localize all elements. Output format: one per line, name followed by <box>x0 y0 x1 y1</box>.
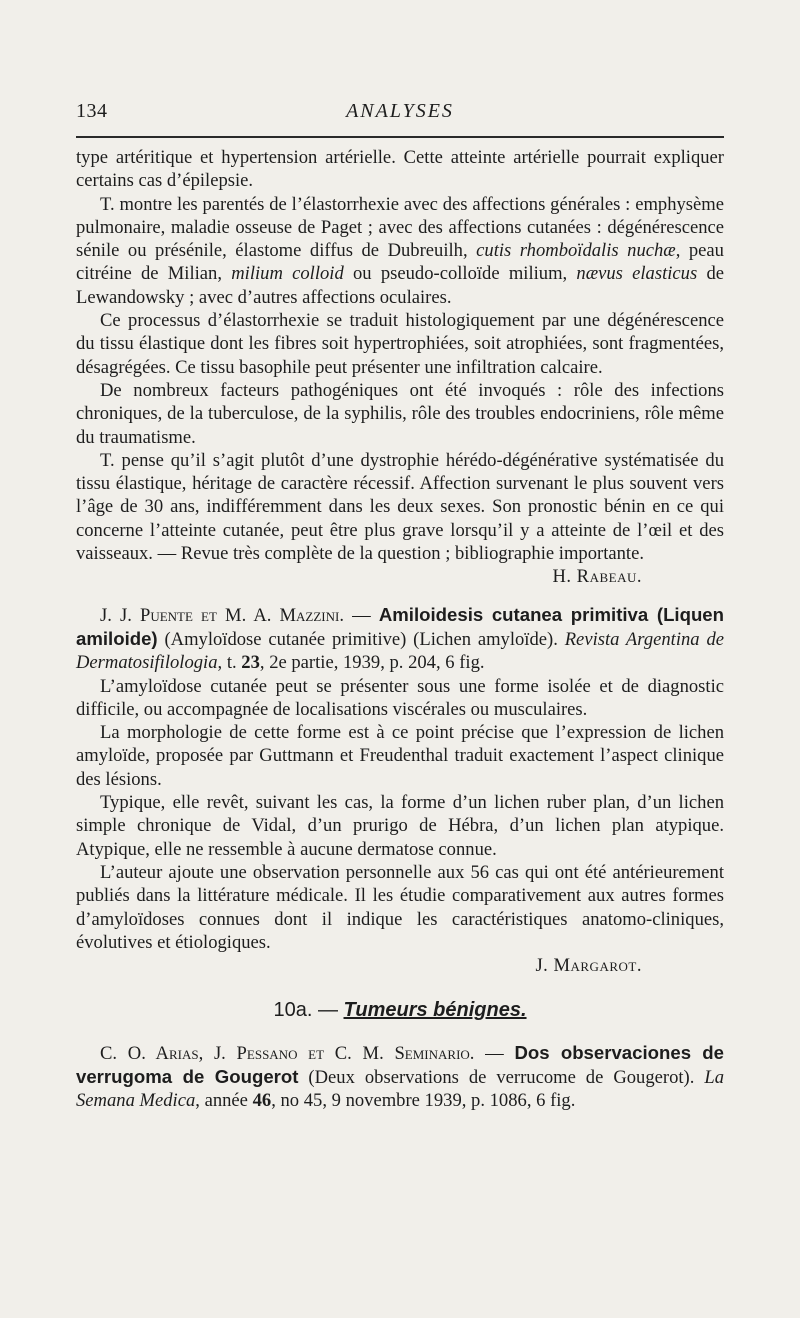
text-run: , peau citréine de Milian, <box>76 240 724 285</box>
reference-translation: (Amyloïdose cutanée primitive) (Lichen amyloïde). <box>157 628 565 650</box>
reference-translation: (Deux observations de verrucome de Gougerot). <box>298 1066 705 1088</box>
text-run: — <box>474 1042 515 1064</box>
signature: H. Rabeau. <box>552 566 642 588</box>
section-heading <box>76 999 724 1022</box>
reference-journal: La Semana Medica <box>76 1066 725 1112</box>
text-run: T. montre les parentés de l’élastorrhexie avec des affections générales : emphysème pulmonaire, maladie osseuse de Paget ; avec des affections cutanées : dégénérescence sénile ou présénile, élastome diffus de Dubreuilh, <box>76 193 724 262</box>
running-title: ANALYSES <box>346 100 454 122</box>
reference-details: , 2e partie, 1939, p. 204, 6 fig. <box>259 652 485 674</box>
reference-entry <box>76 1041 724 1113</box>
reference-journal: Revista Argentina de Dermatosifilologia <box>76 628 724 674</box>
reference-details: , no 45, 9 novembre 1939, p. 1086, 6 fig. <box>271 1090 576 1112</box>
section-number: 10a. <box>273 999 313 1022</box>
italic-term: milium colloid <box>231 263 344 285</box>
text-run: , année <box>195 1090 253 1112</box>
reference-title: Dos observaciones de verrugoma de Gougerot <box>76 1041 724 1087</box>
section-title: Tumeurs bénignes. <box>343 999 527 1022</box>
page-number: 134 <box>76 100 108 122</box>
paragraph: L’amyloïdose cutanée peut se présenter sous une forme isolée et de diagnostic difficile, ou accompagnée de localisations viscérales ou musculaires. <box>76 675 724 720</box>
article-body <box>76 146 724 1113</box>
paragraph: T. pense qu’il s’agit plutôt d’une dystrophie hérédo-dégénérative systématisée du tissu élastique, héritage de caractère récessif. Affection survenant le plus souvent vers l’âge de 30 ans, indifféremment dans les deux sexes. Son pronostic bénin en ce qui concerne l’atteinte cutanée, peut être plus grave lorsqu’il y a atteinte de l’œil et des vaisseaux. — Revue très complète de la question ; bibliographie importante. <box>76 449 724 565</box>
paragraph: La morphologie de cette forme est à ce point précise que l’expression de lichen amyloïde, proposée par Guttmann et Freudenthal traduit exactement l’aspect clinique des lésions. <box>76 722 724 790</box>
italic-term: nævus elasticus <box>576 263 698 285</box>
italic-term: cutis rhomboïdalis nuchæ <box>476 240 676 262</box>
paragraph: Typique, elle revêt, suivant les cas, la forme d’un lichen ruber plan, d’un lichen simple chronique de Vidal, d’un prurigo de Hébra, d’un lichen plan atypique. Atypique, elle ne ressemble à aucune dermatose connue. <box>76 792 724 860</box>
paragraph: type artéritique et hypertension artérielle. Cette atteinte artérielle pourrait expliquer certains cas d’épilepsie. <box>76 147 724 192</box>
text-run: — <box>312 999 344 1022</box>
header-rule <box>76 136 724 138</box>
signature: J. Margarot. <box>535 955 642 977</box>
text-run: — <box>344 604 379 626</box>
paragraph: De nombreux facteurs pathogéniques ont été invoqués : rôle des infections chroniques, de la tuberculose, de la syphilis, rôle des troubles endocriniens, rôle même du traumatisme. <box>76 379 724 448</box>
page-header <box>76 100 724 130</box>
reference-authors: C. O. Arias, J. Pessano et C. M. Seminario. <box>100 1042 475 1064</box>
reference-authors: J. J. Puente et M. A. Mazzini. <box>100 604 345 626</box>
paragraph: L’auteur ajoute une observation personnelle aux 56 cas qui ont été antérieurement publiés dans la littérature médicale. Il les étudie comparativement aux autres formes d’amyloïdoses connues dont il indique les caractéristiques anatomo-cliniques, évolutives et étiologiques. <box>76 861 724 953</box>
text-run: de Lewandowsky ; avec d’autres affections oculaires. <box>76 263 725 308</box>
reference-tome: 23 <box>241 652 260 674</box>
reference-volume: 46 <box>252 1090 272 1112</box>
paragraph: Ce processus d’élastorrhexie se traduit histologiquement par une dégénérescence du tissu élastique dont les fibres soit hypertrophiées, soit atrophiées, sont fragmentées, désagrégées. Ce tissu basophile peut présenter une infiltration calcaire. <box>76 310 724 378</box>
paragraph <box>76 193 724 309</box>
text-run: , t. <box>217 652 242 674</box>
reference-title: Amiloidesis cutanea primitiva (Liquen amiloide) <box>76 603 725 649</box>
text-run: ou pseudo-colloïde milium, <box>343 263 577 285</box>
reference-entry <box>76 603 724 675</box>
